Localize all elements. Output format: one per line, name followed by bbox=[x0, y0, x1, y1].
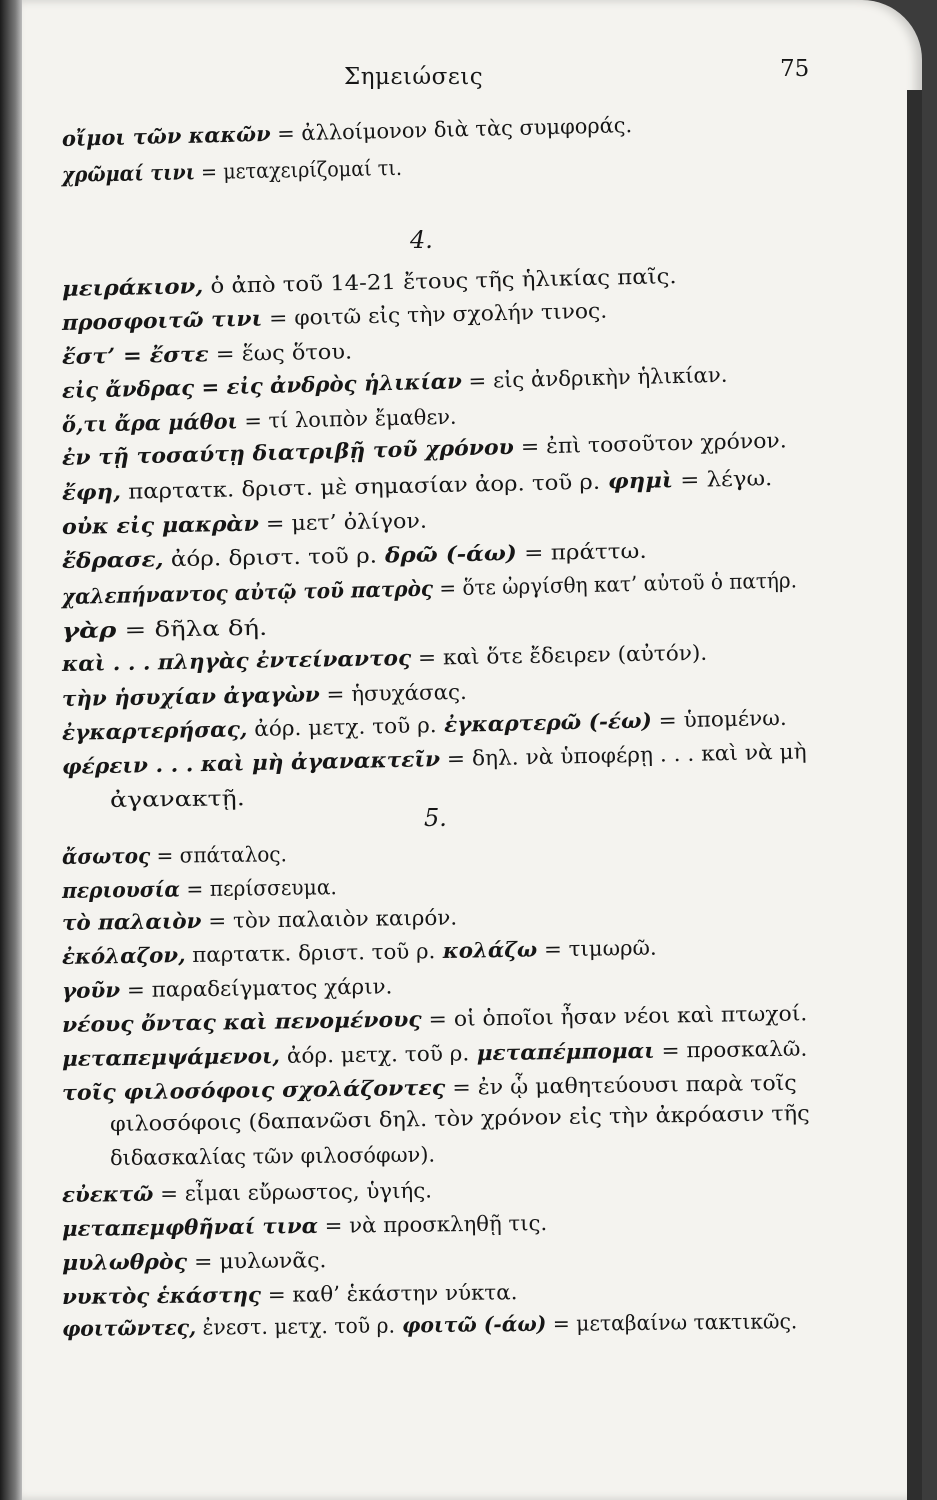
note-definition: παρτατκ. δριστ. τοῦ ρ. bbox=[185, 939, 436, 968]
note-definition: = τὸν παλαιὸν καιρόν. bbox=[201, 905, 458, 934]
note-definition: = μεταβαίνω τακτικῶς. bbox=[546, 1309, 798, 1336]
note-term: μειράκιον, bbox=[61, 273, 204, 301]
page-number: 75 bbox=[780, 56, 810, 82]
note-term: μεταπέμπομαι bbox=[469, 1037, 655, 1066]
note-term: φοιτῶντες, bbox=[61, 1314, 197, 1341]
note-entry bbox=[62, 937, 657, 968]
page-header: Σημειώσεις bbox=[344, 64, 484, 90]
note-term: ὅ,τι ἄρα μάθοι bbox=[61, 408, 238, 437]
note-entry bbox=[62, 429, 787, 469]
note-definition: = προσκαλῶ. bbox=[654, 1036, 808, 1063]
note-entry bbox=[62, 617, 268, 642]
note-term: κολάζω bbox=[435, 936, 538, 964]
note-definition: = μυλωνᾶς. bbox=[186, 1248, 327, 1274]
note-term: φοιτῶ (-άω) bbox=[394, 1310, 547, 1338]
note-term: μεταπεμψάμενοι, bbox=[61, 1042, 281, 1071]
section-heading-4: 4. bbox=[410, 226, 433, 254]
note-definition: ἀόρ. μετχ. τοῦ ρ. bbox=[247, 713, 437, 742]
note-entry bbox=[62, 1072, 797, 1104]
note-definition: ἀόρ. δριστ. τοῦ ρ. bbox=[163, 543, 378, 572]
note-definition: = λέγω. bbox=[672, 466, 773, 493]
book-page bbox=[22, 0, 922, 1500]
note-entry bbox=[62, 364, 728, 402]
note-definition: παρτατκ. δριστ. μὲ σημασίαν ἀορ. τοῦ ρ. bbox=[120, 469, 601, 504]
note-definition: φιλοσόφοις (δαπανῶσι δηλ. τὸν χρόνον εἰς τὴν ἀκρόασιν τῆς bbox=[109, 1101, 810, 1136]
note-term: εἰς ἄνδρας = εἰς ἀνδρὸς ἡλικίαν bbox=[61, 368, 463, 403]
note-entry bbox=[62, 540, 647, 572]
note-definition: = εἰς ἀνδρικὴν ἡλικίαν. bbox=[461, 362, 728, 394]
note-term: ἐν τῇ τοσαύτῃ διατριβῇ τοῦ χρόνου bbox=[61, 433, 515, 470]
note-entry bbox=[62, 114, 633, 150]
note-entry bbox=[62, 300, 608, 334]
note-term: ἔστ’ = ἔστε bbox=[61, 341, 209, 369]
note-entry bbox=[62, 406, 457, 436]
note-entry bbox=[62, 510, 427, 538]
note-entry bbox=[62, 1038, 808, 1070]
note-entry bbox=[110, 1103, 810, 1135]
notes-body bbox=[22, 0, 922, 1500]
note-term: νυκτὸς ἑκάστης bbox=[61, 1281, 262, 1309]
note-entry bbox=[62, 1002, 808, 1036]
note-definition: = φοιτῶ εἰς τὴν σχολήν τινος. bbox=[261, 298, 608, 331]
note-definition: = ἕως ὅτου. bbox=[208, 339, 353, 367]
note-term: ἐγκαρτερῶ (-έω) bbox=[436, 707, 653, 738]
note-term: τὸ παλαιὸν bbox=[61, 908, 202, 935]
note-term: χρῶμαί τινι bbox=[61, 159, 196, 187]
note-definition: = τιμωρῶ. bbox=[537, 935, 657, 962]
note-term: ἐγκαρτερήσας, bbox=[61, 716, 248, 745]
note-term: νέους ὄντας καὶ πενομένους bbox=[61, 1006, 422, 1037]
note-entry bbox=[62, 1179, 432, 1206]
note-term: χαλεπήναντος αὐτῷ τοῦ πατρὸς bbox=[61, 575, 434, 609]
note-term: γὰρ bbox=[61, 617, 117, 643]
note-term: ἔφη, bbox=[61, 478, 122, 505]
note-entry bbox=[62, 642, 708, 675]
note-term: εὐεκτῶ bbox=[61, 1180, 154, 1207]
note-definition: = δῆλα δή. bbox=[116, 615, 268, 643]
note-entry bbox=[62, 340, 353, 368]
note-entry bbox=[62, 1249, 327, 1274]
note-entry bbox=[62, 569, 797, 608]
note-definition: = σπάταλος. bbox=[150, 842, 288, 868]
note-entry bbox=[62, 843, 287, 868]
note-entry bbox=[62, 1212, 547, 1240]
book-spine bbox=[0, 0, 22, 1500]
note-term: περιουσία bbox=[61, 876, 181, 903]
note-definition: = ἐπὶ τοσοῦτον χρόνον. bbox=[513, 428, 787, 459]
note-definition: ἀόρ. μετχ. τοῦ ρ. bbox=[279, 1041, 470, 1068]
note-term: ἄσωτος bbox=[61, 842, 151, 869]
note-definition: = καθ’ ἑκάστην νύκτα. bbox=[260, 1280, 518, 1307]
note-definition: = εἶμαι εὔρωστος, ὑγιής. bbox=[153, 1178, 433, 1206]
note-definition: = πράττω. bbox=[516, 538, 647, 566]
note-entry bbox=[62, 876, 337, 902]
note-definition: = ὑπομένω. bbox=[651, 705, 787, 733]
note-term: ἔδρασε, bbox=[61, 546, 164, 573]
note-term: τὴν ἡσυχίαν ἀγαγὼν bbox=[61, 681, 320, 711]
note-definition: = οἱ ὁποῖοι ἦσαν νέοι καὶ πτωχοί. bbox=[421, 1001, 808, 1032]
note-term: τοῖς φιλοσόφοις σχολάζοντες bbox=[61, 1074, 446, 1105]
note-entry bbox=[62, 975, 393, 1002]
note-term: γοῦν bbox=[61, 977, 121, 1003]
note-term: προσφοιτῶ τινι bbox=[61, 305, 263, 335]
note-definition: ἐνεστ. μετχ. τοῦ ρ. bbox=[196, 1313, 396, 1340]
note-definition: = ἐν ᾧ μαθητεύουσι παρὰ τοῖς bbox=[445, 1070, 797, 1100]
note-definition: = νὰ προσκληθῇ τις. bbox=[317, 1211, 548, 1238]
note-definition: = ἀλλοίμονον διὰ τὰς συμφοράς. bbox=[270, 113, 633, 146]
note-term: φημὶ bbox=[599, 467, 674, 494]
note-term: καὶ . . . πληγὰς ἐντείναντος bbox=[61, 644, 412, 676]
note-definition: = τί λοιπὸν ἔμαθεν. bbox=[237, 404, 457, 434]
note-entry bbox=[62, 467, 773, 504]
note-term: οὐκ εἰς μακρὰν bbox=[61, 510, 260, 539]
note-term: οἴμοι τῶν κακῶν bbox=[61, 120, 271, 151]
note-definition: = δηλ. νὰ ὑποφέρῃ . . . καὶ νὰ μὴ bbox=[439, 739, 807, 772]
note-definition: = μετ’ ὀλίγον. bbox=[258, 508, 428, 536]
section-heading-5: 5. bbox=[424, 804, 447, 832]
note-entry bbox=[62, 681, 467, 710]
note-entry bbox=[109, 1142, 436, 1170]
note-definition: = ἡσυχάσας. bbox=[319, 679, 468, 707]
note-term: μυλωθρὸς bbox=[61, 1248, 188, 1275]
note-entry bbox=[62, 1281, 518, 1308]
note-entry bbox=[62, 265, 677, 300]
note-definition: ἀγανακτῇ. bbox=[109, 786, 245, 812]
note-definition: ὁ ἀπὸ τοῦ 14-21 ἔτους τῆς ἡλικίας παῖς. bbox=[203, 264, 677, 299]
note-entry bbox=[62, 906, 457, 934]
note-term: μεταπεμφθῆναί τινα bbox=[61, 1212, 319, 1241]
note-term: φέρειν . . . καὶ μὴ ἀγανακτεῖν bbox=[61, 746, 441, 779]
note-entry bbox=[62, 157, 402, 186]
note-definition: = μεταχειρίζομαί τι. bbox=[194, 155, 403, 185]
note-entry bbox=[110, 788, 245, 811]
note-definition: διδασκαλίας τῶν φιλοσόφων). bbox=[109, 1142, 436, 1170]
note-term: ἐκόλαζον, bbox=[61, 942, 186, 969]
note-definition: = περίσσευμα. bbox=[179, 875, 337, 902]
note-definition: = καὶ ὅτε ἔδειρεν (αὐτόν). bbox=[410, 640, 708, 670]
note-definition: = ὅτε ὠργίσθη κατ’ αὐτοῦ ὁ πατήρ. bbox=[432, 568, 798, 601]
note-entry bbox=[62, 707, 787, 744]
note-entry bbox=[62, 740, 807, 778]
note-entry bbox=[62, 1310, 798, 1340]
note-term: δρῶ (-άω) bbox=[376, 540, 518, 568]
note-definition: = παραδείγματος χάριν. bbox=[119, 974, 393, 1003]
